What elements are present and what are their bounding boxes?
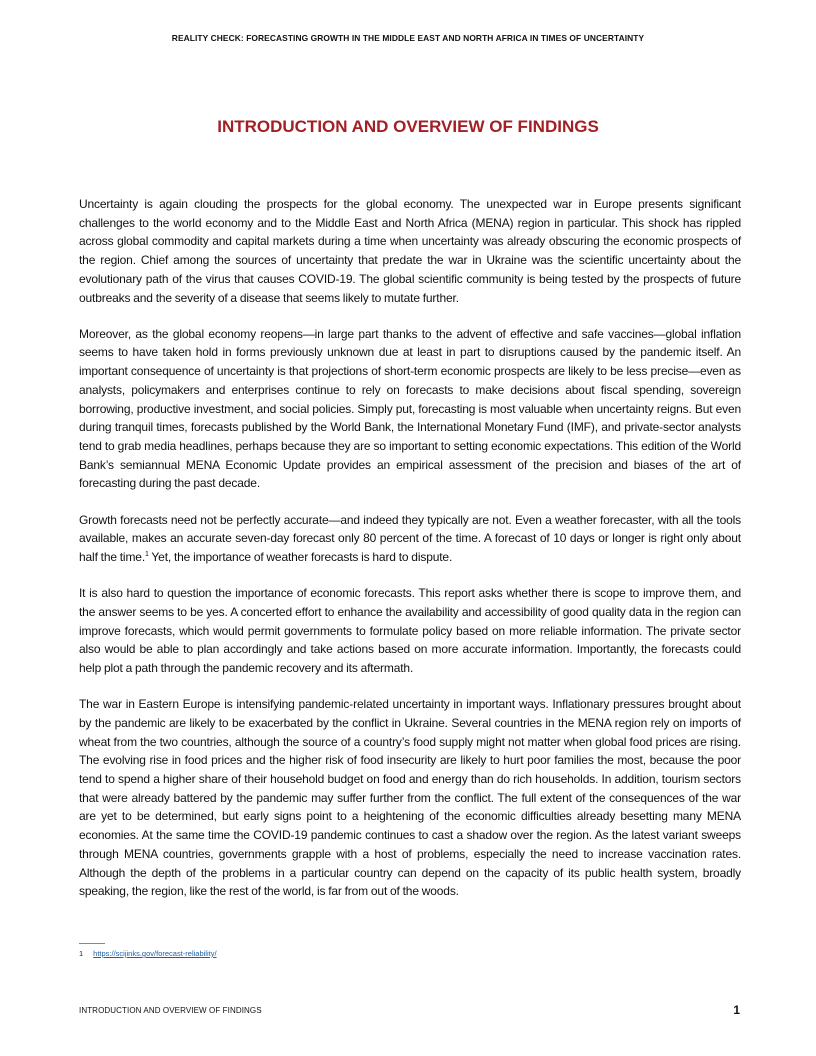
footnote-divider xyxy=(79,943,105,944)
paragraph-2: Moreover, as the global economy reopens—in large part thanks to the advent of effective and safe vaccines—global inflation seems to have taken hold in forms previously unknown due at least in part to disruptions caused by the pandemic itself. An important consequence of uncertainty is that projections of short-term economic prospects are likely to be less precise—even as analysts, policymakers and enterprises continue to rely on forecasts to make decisions about fiscal spending, sovereign borrowing, productive investment, and social policies. Simply put, forecasting is most valuable when uncertainty reigns. But even during tranquil times, forecasts published by the World Bank, the International Monetary Fund (IMF), and private-sector analysts tend to grab media headlines, perhaps because they are so important to setting economic expectations. This edition of the World Bank’s semiannual MENA Economic Update provides an empirical assessment of the precision and biases of the art of forecasting during the past decade. xyxy=(79,326,741,491)
paragraph-5: The war in Eastern Europe is intensifying pandemic-related uncertainty in important ways. Inflationary pressures brought about by the pandemic are likely to be exacerbated by the conflict in Ukraine. Several countries in the MENA region rely on imports of wheat from the two countries, although the source of a country’s food supply might not matter when global food prices are rising. The evolving rise in food prices and the higher risk of food insecurity are likely to hurt poor families the most, because the poor tend to spend a higher share of their household budget on food and energy than do rich households. In addition, tourism sectors that were already battered by the pandemic may suffer further from the conflict. The full extent of the consequences of the war are yet to be determined, but early signs point to a heightening of the economic difficulties already besetting many MENA economies. At the same time the COVID-19 pandemic continues to cast a shadow over the region. As the latest variant sweeps through MENA countries, governments grapple with a host of problems, especially the need to increase vaccination rates. Although the depth of the problems in a particular country can depend on the capacity of its public health system, broadly speaking, the region, like the rest of the world, is far from out of the woods. xyxy=(79,697,741,899)
paragraph-1: Uncertainty is again clouding the prospects for the global economy. The unexpected war in Europe presents significant challenges to the world economy and to the Middle East and North Africa (MENA) region in particular. This shock has rippled across global commodity and capital markets during a time when uncertainty was already obscuring the economic prospects of the region. Chief among the sources of uncertainty that predate the war in Ukraine was the scientific uncertainty about the evolutionary path of the virus that causes COVID-19. The global scientific community is being tested by the prospects of future outbreaks and the severity of a disease that seems likely to mutate further. xyxy=(79,197,741,305)
running-header: REALITY CHECK: FORECASTING GROWTH IN THE MIDDLE EAST AND NORTH AFRICA IN TIMES OF UNCERTAINTY xyxy=(171,33,645,43)
section-title: INTRODUCTION AND OVERVIEW OF FINDINGS xyxy=(217,117,599,136)
page-number: 1 xyxy=(733,1003,740,1017)
footnote-number: 1 xyxy=(79,949,84,958)
footer-section-label: INTRODUCTION AND OVERVIEW OF FINDINGS xyxy=(79,1006,262,1015)
footnote xyxy=(79,949,217,958)
footnote-link[interactable]: https://scijinks.gov/forecast-reliability/ xyxy=(93,949,217,958)
paragraph-3-text-b: Yet, the importance of weather forecasts is hard to dispute. xyxy=(148,549,453,564)
paragraph-3 xyxy=(79,511,741,567)
body-content xyxy=(79,195,741,901)
footnote-reference[interactable]: 1 xyxy=(145,550,149,558)
paragraph-4: It is also hard to question the importance of economic forecasts. This report asks whether there is scope to improve them, and the answer seems to be yes. A concerted effort to enhance the availability and accessibility of good quality data in the region can improve forecasts, which would permit governments to formulate policy based on more reliable information. The private sector also would be able to plan accordingly and take actions based on more accurate information. Importantly, the forecasts could help plot a path through the pandemic recovery and its aftermath. xyxy=(79,586,741,675)
paragraph-3-text-a: Growth forecasts need not be perfectly accurate—and indeed they typically are not. Even a weather forecaster, with all the tools available, makes an accurate seven-day forecast only 80 percent of the time. A forecast of 10 days or longer is right only about half the time. xyxy=(79,512,741,564)
